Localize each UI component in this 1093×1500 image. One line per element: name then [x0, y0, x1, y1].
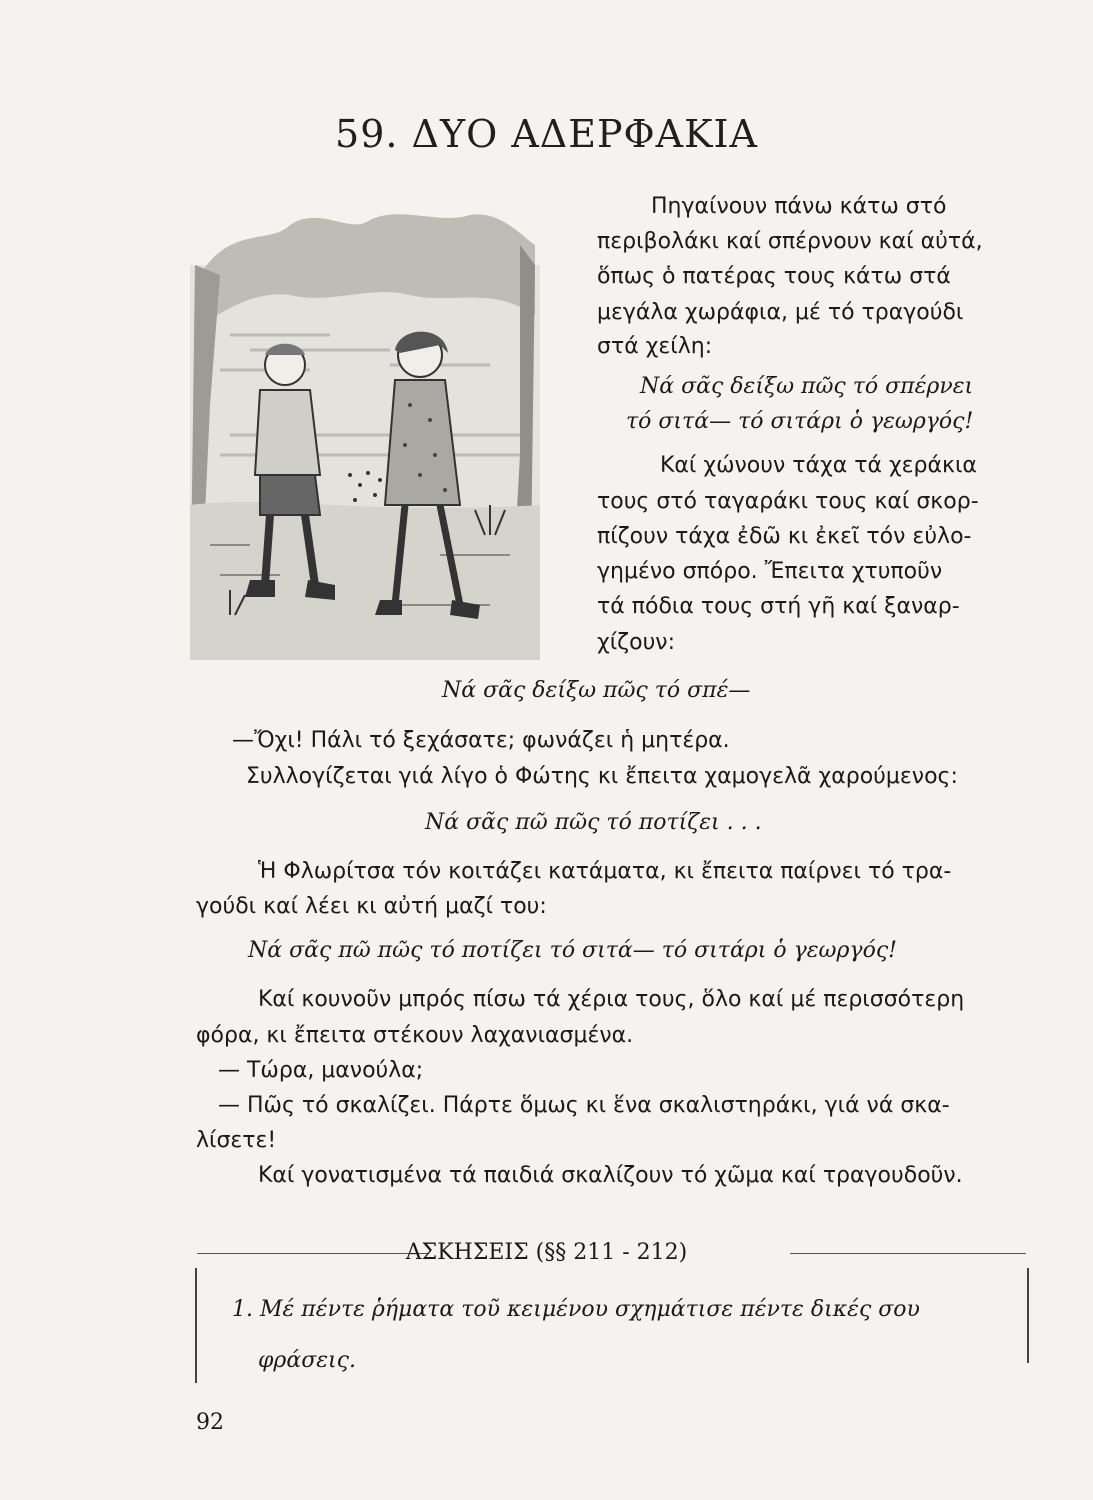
- text-line: γημένο σπόρο. Ἔπειτα χτυποῦν: [597, 559, 943, 584]
- exercises-heading: ΑΣΚΗΣΕΙΣ (§§ 211 - 212): [405, 1240, 688, 1265]
- text-line: γούδι καί λέει κι αὐτή μαζί του:: [196, 894, 547, 919]
- text-line: ὅπως ὁ πατέρας τους κάτω στά: [597, 264, 951, 289]
- text-line: φόρα, κι ἔπειτα στέκουν λαχανιασμένα.: [196, 1023, 634, 1048]
- text-line: τά πόδια τους στή γῆ καί ξαναρ-: [597, 594, 960, 619]
- exercise-line: φράσεις.: [258, 1348, 356, 1373]
- exercise-box-border: [1027, 1268, 1029, 1363]
- song-line: τό σιτά— τό σιτάρι ὁ γεωργός!: [626, 409, 974, 434]
- song-line: Νά σᾶς πῶ πῶς τό ποτίζει . . .: [425, 810, 762, 835]
- text-line: περιβολάκι καί σπέρνουν καί αὐτά,: [597, 229, 983, 254]
- text-line: —Ὄχι! Πάλι τό ξεχάσατε; φωνάζει ἡ μητέρα.: [232, 728, 730, 753]
- text-line: — Τώρα, μανούλα;: [218, 1058, 424, 1083]
- text-line: χίζουν:: [597, 630, 676, 655]
- text-line: Ἡ Φλωρίτσα τόν κοιτάζει κατάματα, κι ἔπειτα παίρνει τό τρα-: [258, 859, 952, 884]
- children-illustration: [190, 205, 540, 660]
- text-line: πίζουν τάχα ἐδῶ κι ἐκεῖ τόν εὐλο-: [597, 524, 972, 549]
- text-line: Πηγαίνουν πάνω κάτω στό: [651, 194, 947, 219]
- text-line: Καί κουνοῦν μπρός πίσω τά χέρια τους, ὅλο καί μέ περισσότερη: [258, 987, 965, 1012]
- text-line: τους στό ταγαράκι τους καί σκορ-: [597, 489, 979, 514]
- page-number: 92: [196, 1410, 224, 1435]
- text-line: Συλλογίζεται γιά λίγο ὁ Φώτης κι ἔπειτα χαμογελᾶ χαρούμενος:: [246, 764, 958, 789]
- text-line: μεγάλα χωράφια, μέ τό τραγούδι: [597, 300, 964, 325]
- song-line: Νά σᾶς πῶ πῶς τό ποτίζει τό σιτά— τό σιτάρι ὁ γεωργός!: [248, 938, 897, 963]
- exercise-box-border: [195, 1268, 197, 1383]
- song-line: Νά σᾶς δείξω πῶς τό σπέρνει: [640, 374, 974, 399]
- page-title: 59. ΔΥΟ ΑΔΕΡΦΑΚΙΑ: [335, 112, 758, 156]
- text-line: Καί γονατισμένα τά παιδιά σκαλίζουν τό χῶμα καί τραγουδοῦν.: [258, 1163, 963, 1188]
- text-line: Καί χώνουν τάχα τά χεράκια: [660, 453, 977, 478]
- text-line: λίσετε!: [196, 1128, 277, 1153]
- exercise-line: 1. Μέ πέντε ῥήματα τοῦ κειμένου σχημάτισε πέντε δικές σου: [232, 1297, 920, 1322]
- song-line: Νά σᾶς δείξω πῶς τό σπέ—: [442, 678, 751, 703]
- text-line: στά χείλη:: [597, 334, 713, 359]
- text-line: — Πῶς τό σκαλίζει. Πάρτε ὅμως κι ἕνα σκαλιστηράκι, γιά νά σκα-: [218, 1093, 950, 1118]
